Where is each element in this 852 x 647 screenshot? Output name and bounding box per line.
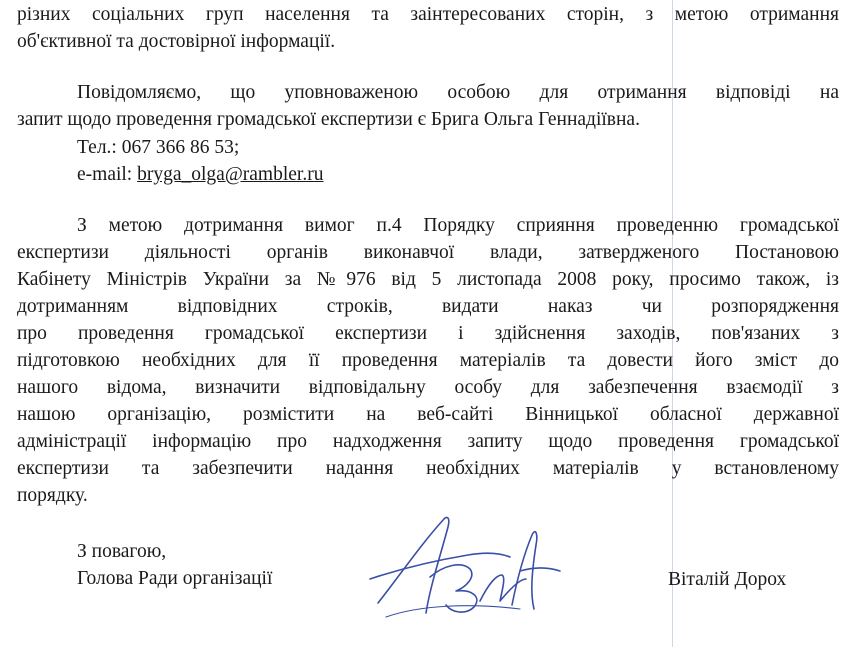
request-line-4: дотриманням відповідних строків, видати наказ чи розпорядження — [17, 296, 839, 317]
contact-person-line-1: Повідомляємо, що уповноваженою особою для отримання відповіді на — [77, 82, 839, 103]
email-label: e-mail: — [77, 164, 138, 185]
request-line-1: З метою дотримання вимог п.4 Порядку сприяння проведенню громадської — [77, 215, 839, 236]
signer-name: Віталій Дорох — [668, 569, 787, 590]
regards-text: З повагою, — [77, 541, 167, 562]
request-line-11: порядку. — [17, 485, 88, 506]
handwritten-signature — [360, 505, 570, 625]
intro-line-2: об'єктивної та достовірної інформації. — [17, 31, 336, 52]
request-line-10: експертизи та забезпечити надання необхідних матеріалів у встановленому — [17, 458, 839, 479]
request-line-5: про проведення громадської експертизи і здійснення заходів, пов'язаних з — [17, 323, 839, 344]
request-line-2: експертизи діяльності органів виконавчої влади, затвердженого Постановою — [17, 242, 839, 263]
email-line — [77, 161, 577, 188]
request-line-3: Кабінету Міністрів України за №976 від 5 листопада 2008 року, просимо також, із — [17, 269, 839, 290]
paragraph-intro — [17, 1, 839, 55]
request-line-9: адміністрації інформацію про надходження запиту щодо проведення громадської — [17, 431, 839, 452]
closing-block — [77, 538, 397, 592]
request-line-8: нашою організацію, розмістити на веб-сайті Вінницької обласної державної — [17, 404, 839, 425]
intro-line-1: різних соціальних груп населення та заінтересованих сторін, з метою отримання — [17, 4, 839, 25]
phone-line: Тел.: 067 366 86 53; — [77, 137, 240, 158]
email-link[interactable]: bryga_olga@rambler.ru — [137, 164, 324, 185]
contact-person-line-2: запит щодо проведення громадської експертизи є Брига Ольга Геннадіївна. — [17, 109, 640, 130]
contact-details — [77, 134, 577, 188]
position-text: Голова Ради організації — [77, 568, 273, 589]
paragraph-contact-person — [17, 79, 839, 133]
request-line-6: підготовкою необхідних для її проведення матеріалів та довести його зміст до — [17, 350, 839, 371]
paragraph-request — [17, 212, 839, 509]
request-line-7: нашого відома, визначити відповідальну особу для забезпечення взаємодії з — [17, 377, 839, 398]
